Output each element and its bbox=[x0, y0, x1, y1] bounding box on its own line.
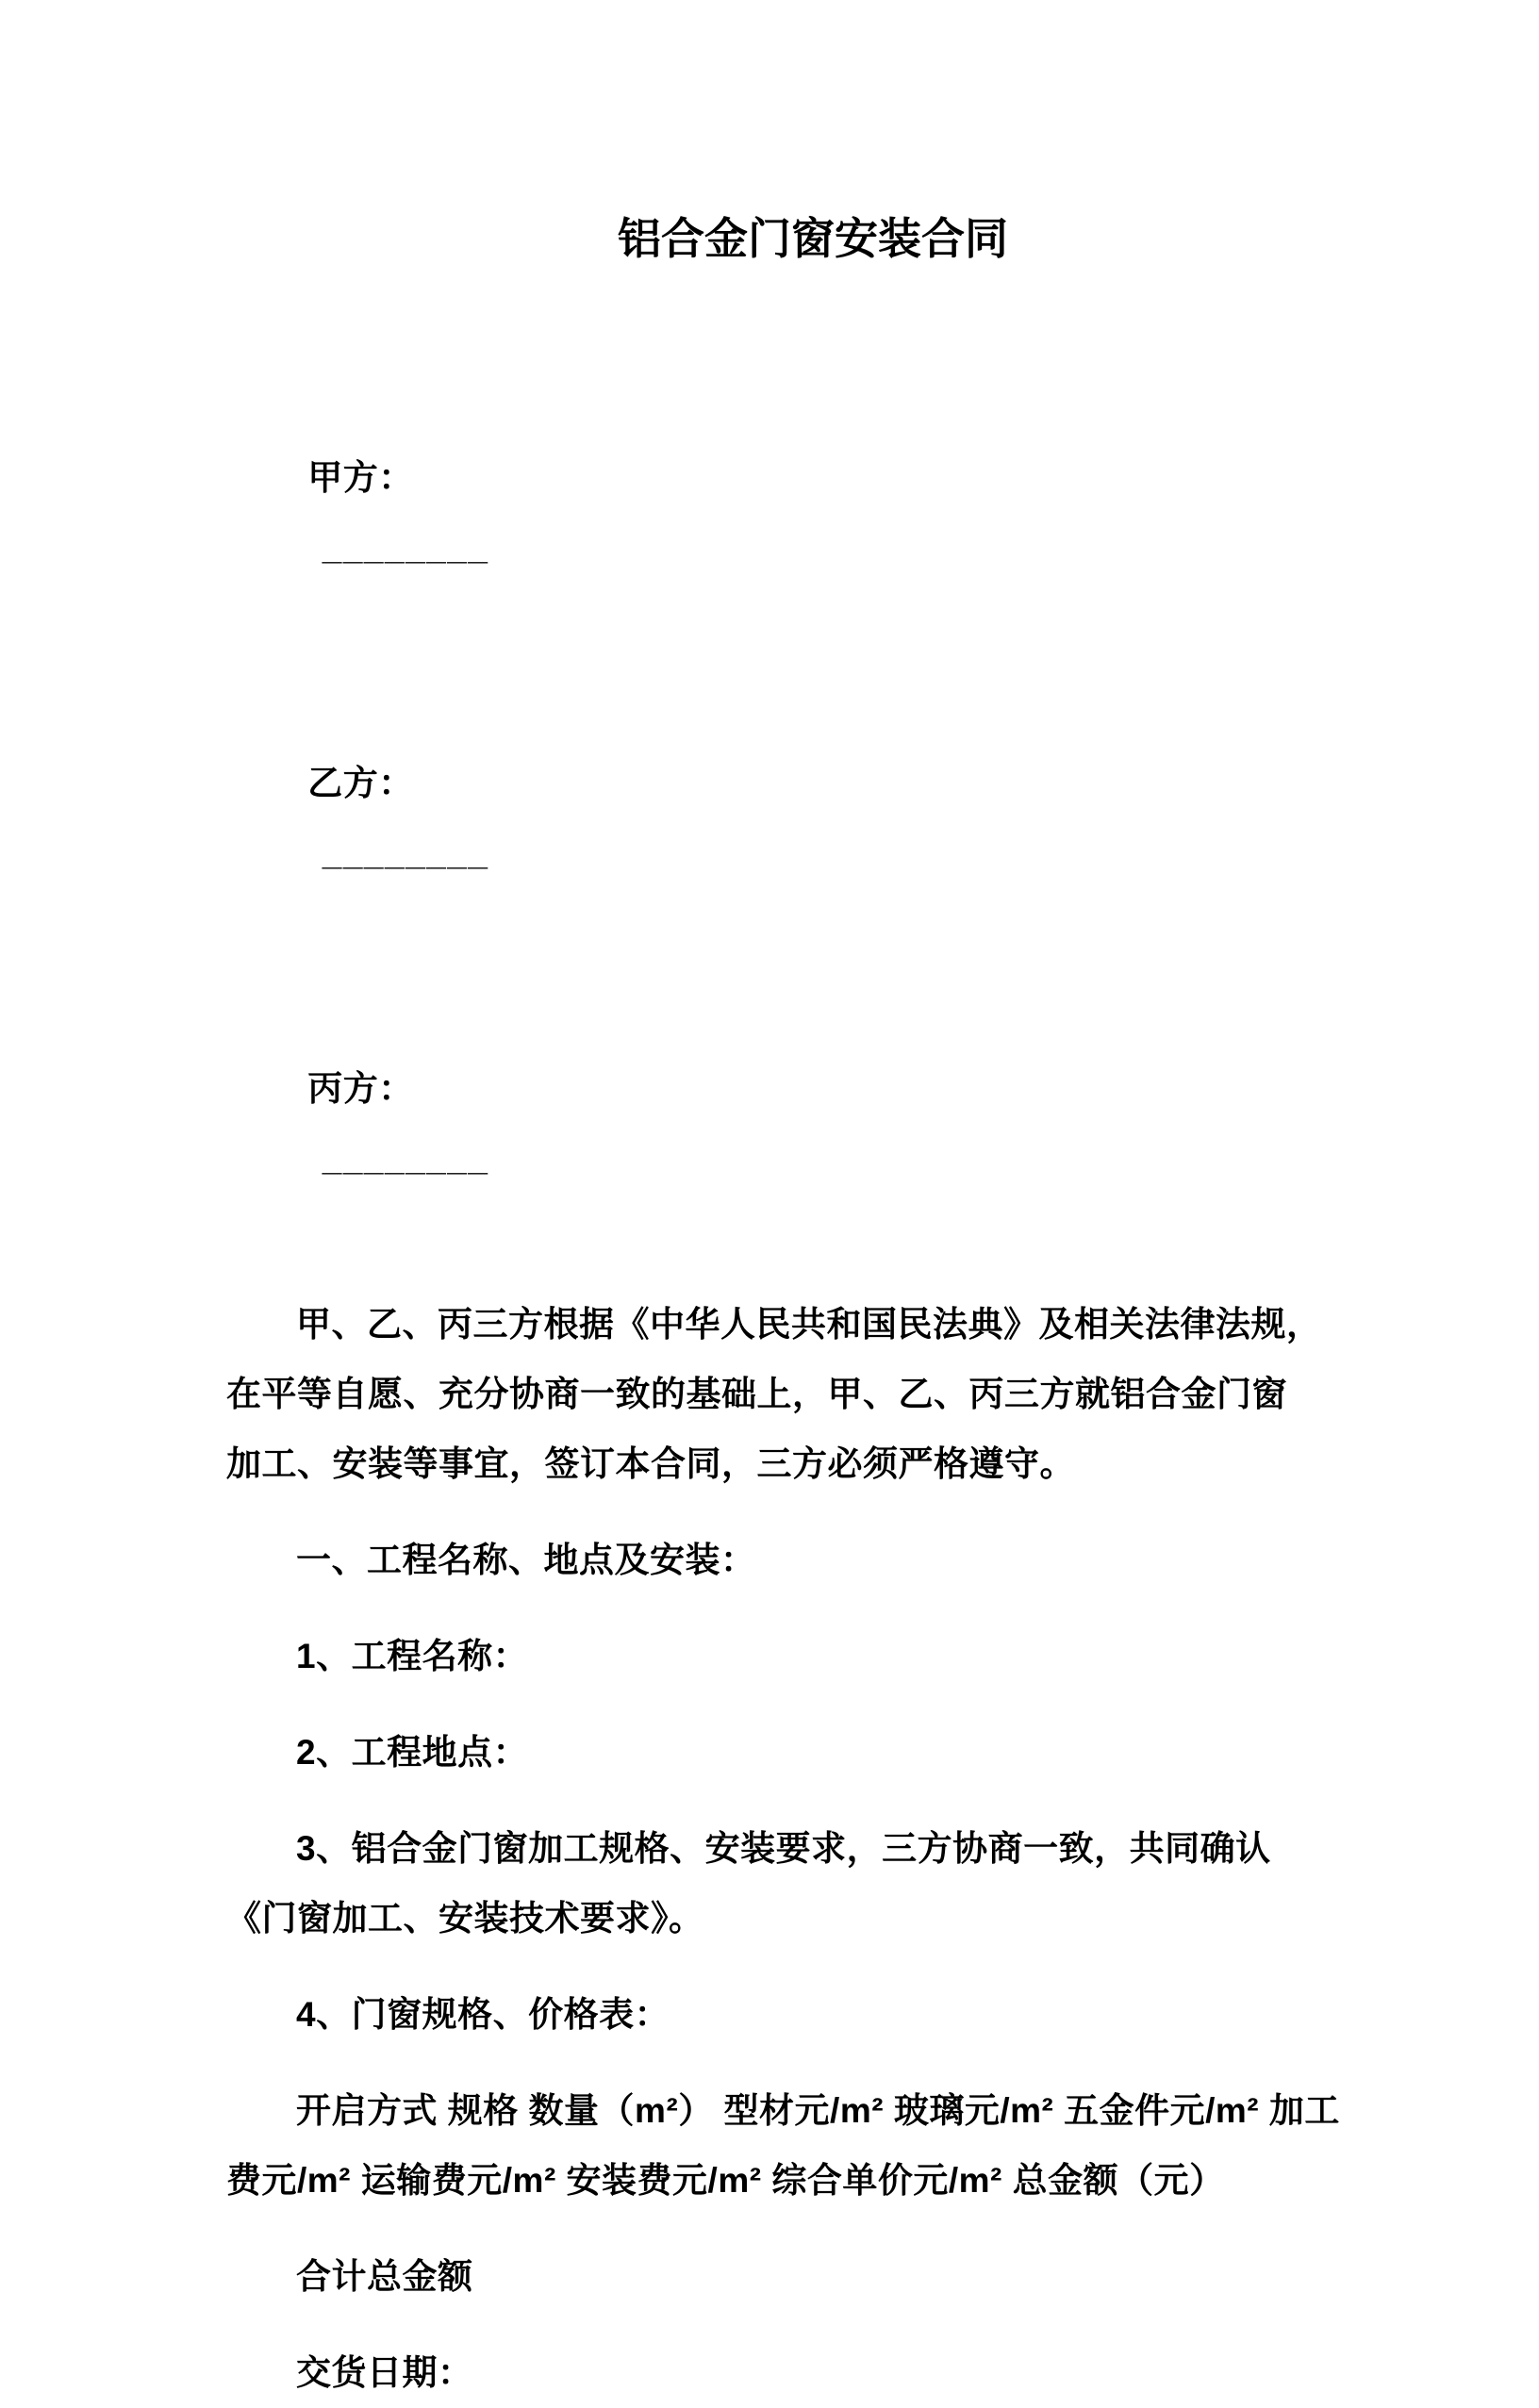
party-c-blank: ________ bbox=[322, 1139, 489, 1178]
price-header-line-2: 费元/m² 运输费元/m² 安装费元/m² 综合单价元/m² 总金额（元） bbox=[226, 2161, 1225, 2200]
party-a-blank: ________ bbox=[322, 528, 489, 567]
item4-paragraph bbox=[226, 1980, 1313, 2050]
item4-price-table-heading: 4、门窗规格、价格表： bbox=[296, 1995, 670, 2034]
delivery-date-paragraph bbox=[226, 2338, 1313, 2408]
item3-line-2: 《门窗加工、安装技术要求》。 bbox=[226, 1899, 704, 1938]
price-header-paragraph bbox=[226, 2076, 1340, 2216]
intro-line-3: 加工、安装等事宜，签订本合同，三方必须严格遵守。 bbox=[226, 1444, 1075, 1483]
party-a-line bbox=[226, 373, 1313, 652]
section1-heading-paragraph bbox=[226, 1526, 1313, 1595]
intro-line-2: 在平等自愿、充分协商一致的基础上，甲、乙、丙三方就铝合金门窗 bbox=[226, 1375, 1287, 1413]
total-amount-paragraph bbox=[226, 2242, 1313, 2312]
intro-line-1: 甲、乙、丙三方根据《中华人民共和国民法典》及相关法律法规， bbox=[296, 1305, 1322, 1344]
price-header-line-1: 开启方式 规格 数量（m²） 型材元/m² 玻璃元/m² 五金件元/m² 加工 bbox=[296, 2091, 1340, 2130]
party-b-blank: ________ bbox=[322, 833, 489, 872]
total-amount-label: 合计总金额 bbox=[296, 2257, 473, 2296]
item3-line-1: 3、铝合金门窗加工规格、安装要求，三方协商一致，共同确认 bbox=[296, 1829, 1271, 1868]
document-title: 铝合金门窗安装合同 bbox=[618, 214, 1008, 263]
section1-heading: 一、工程名称、地点及安装： bbox=[296, 1541, 756, 1579]
party-a-paragraph bbox=[226, 373, 1313, 652]
item3-paragraph bbox=[226, 1814, 1313, 1954]
item2-paragraph bbox=[226, 1718, 1313, 1788]
party-c-line bbox=[226, 984, 1313, 1263]
party-b-paragraph bbox=[226, 679, 1313, 958]
intro-paragraph bbox=[226, 1290, 1322, 1499]
party-c-label: 丙方： bbox=[307, 1069, 414, 1108]
party-a-label: 甲方： bbox=[307, 458, 414, 497]
party-c-paragraph bbox=[226, 984, 1313, 1263]
item1-project-name: 1、工程名称： bbox=[296, 1637, 529, 1675]
delivery-date-label: 交货日期： bbox=[296, 2353, 473, 2392]
party-b-line bbox=[226, 679, 1313, 958]
item2-project-location: 2、工程地点： bbox=[296, 1733, 529, 1772]
party-b-label: 乙方： bbox=[307, 764, 414, 802]
item1-paragraph bbox=[226, 1622, 1313, 1691]
